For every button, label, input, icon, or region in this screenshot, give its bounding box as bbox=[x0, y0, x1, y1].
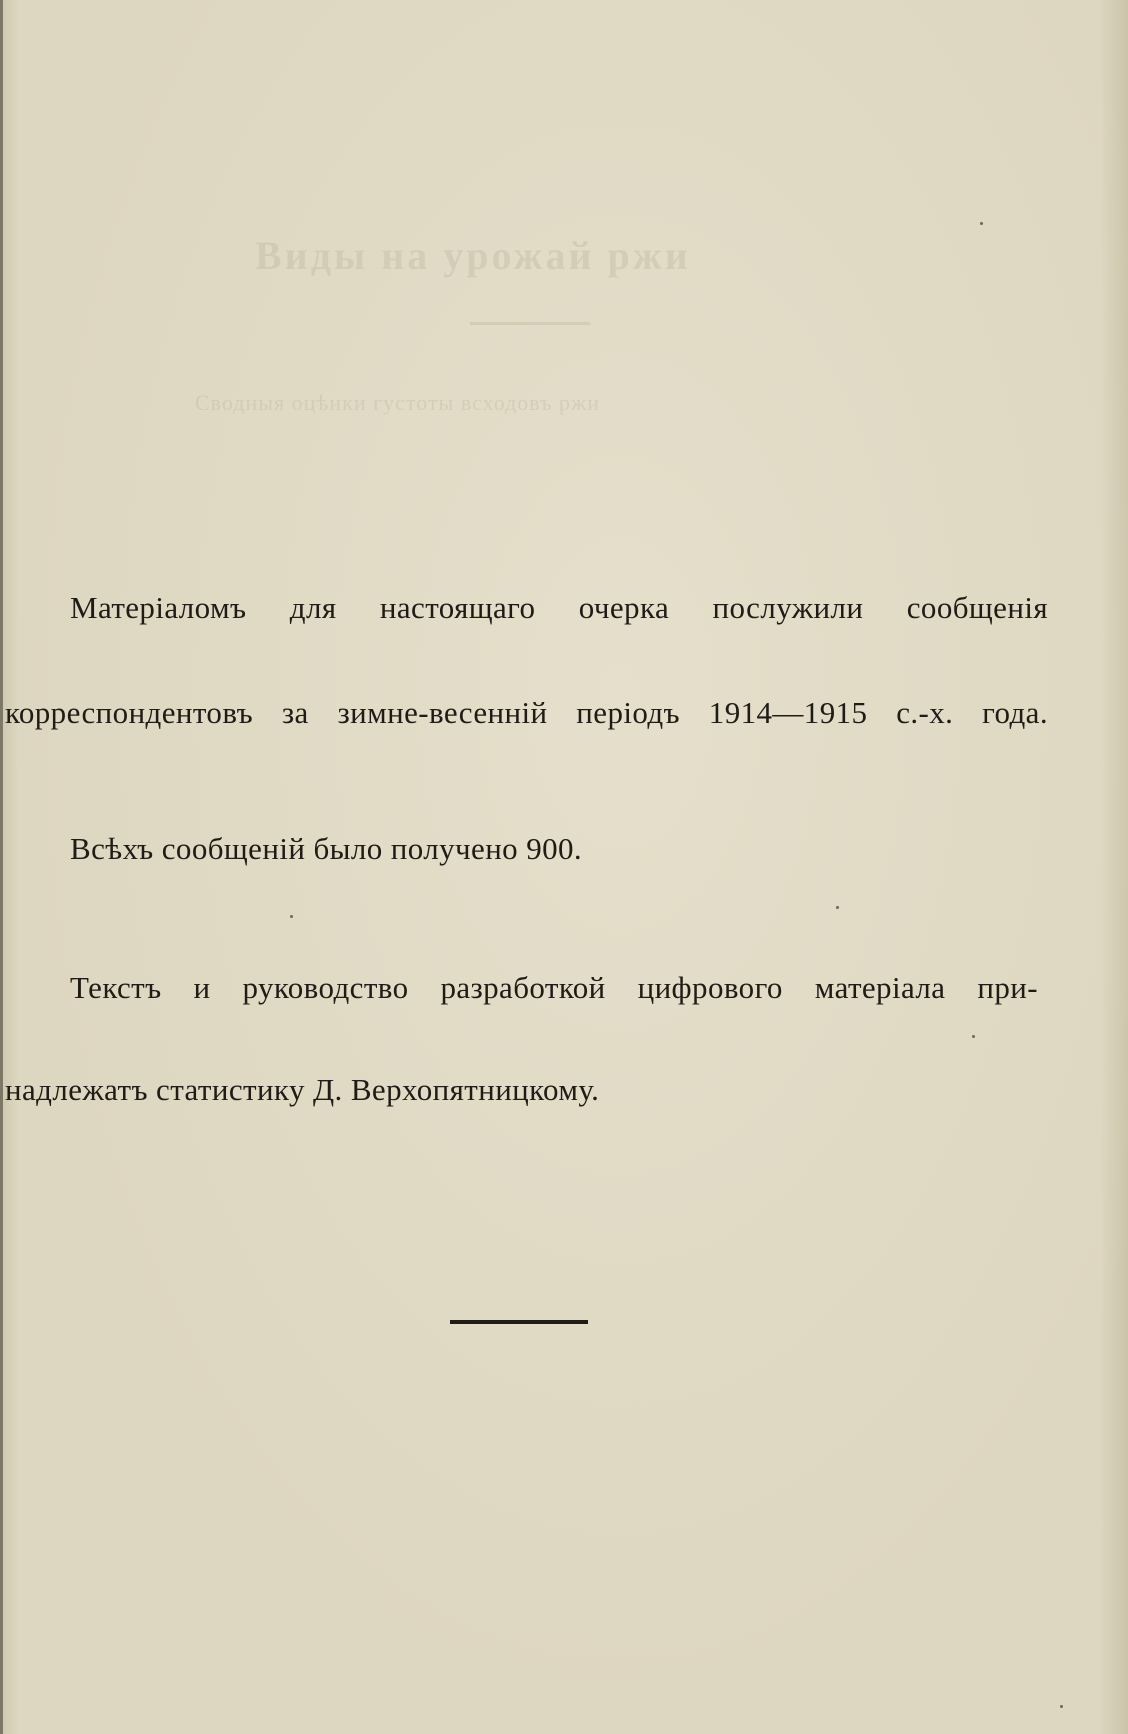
bleed-through-subheading: Сводныя оцѣнки густоты всходовъ ржи bbox=[195, 390, 600, 415]
paper-speck bbox=[290, 915, 293, 918]
bleed-through-heading: Виды на урожай ржи bbox=[255, 233, 691, 278]
bleed-through-rule bbox=[470, 322, 590, 325]
closing-rule bbox=[450, 1320, 588, 1324]
paper-speck bbox=[980, 222, 983, 225]
paragraph-authorship-line-2: надлежатъ статистику Д. Верхопятницкому. bbox=[5, 1072, 600, 1107]
paper-speck bbox=[1060, 1705, 1063, 1708]
paragraph-materials-line-1: Матеріаломъ для настоящаго очерка послужили сообщенія bbox=[70, 590, 1048, 625]
paragraph-total-reports: Всѣхъ сообщеній было получено 900. bbox=[70, 831, 583, 866]
paper-speck bbox=[972, 1035, 975, 1038]
paper-speck bbox=[836, 906, 839, 909]
paragraph-materials-line-2: корреспондентовъ за зимне-весенній періодъ 1914—1915 с.-х. года. bbox=[5, 695, 1048, 730]
paragraph-authorship-line-1: Текстъ и руководство разработкой цифрового матеріала при- bbox=[70, 970, 1038, 1005]
page-binding-edge bbox=[0, 0, 3, 1734]
